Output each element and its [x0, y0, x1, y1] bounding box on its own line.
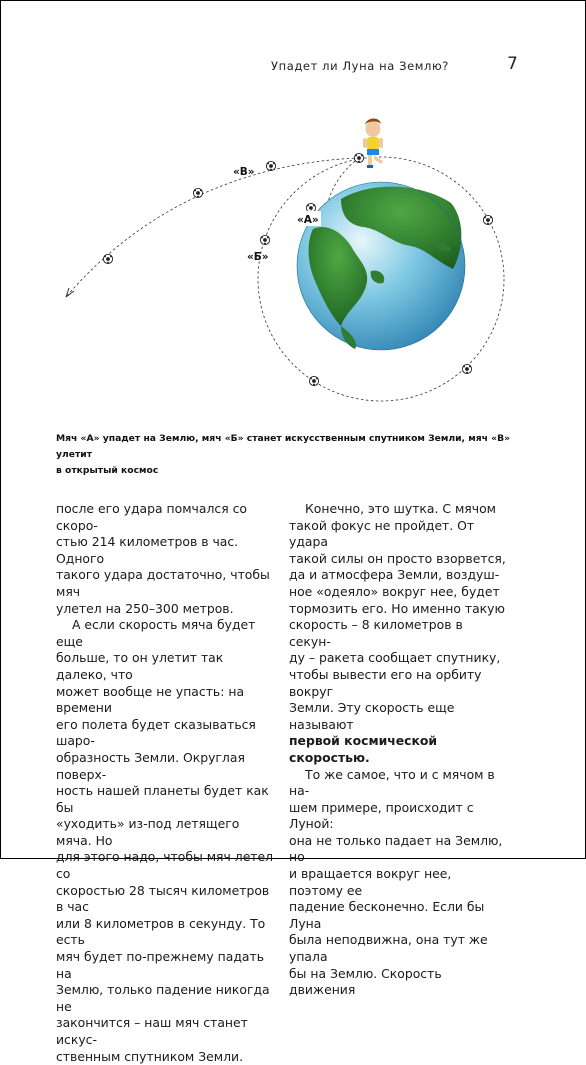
text-line: такого удара достаточно, чтобы мяч	[56, 567, 270, 599]
figure-caption	[56, 431, 536, 479]
text-line: закончится – наш мяч станет искус-	[56, 1015, 248, 1047]
text-line: скоростью 28 тысяч километров в час	[56, 882, 270, 915]
earth-globe-icon	[297, 182, 465, 350]
text-line: улетел на 250–300 метров.	[56, 600, 234, 616]
text-line: после его удара помчался со скоро-	[56, 501, 247, 533]
text-line: Землю, только падение никогда не	[56, 982, 270, 1014]
text-line: Конечно, это шутка. С мячом	[305, 501, 497, 516]
text-line: и вращается вокруг нее, поэтому ее	[289, 866, 452, 898]
text-line: чтобы вывести его на орбиту вокруг	[289, 666, 482, 699]
arrow-head-v	[66, 288, 74, 297]
label-a: «А»	[297, 214, 319, 226]
text-line: мяч будет по-прежнему падать на	[56, 949, 265, 981]
text-line: она не только падает на Землю, но	[289, 832, 503, 865]
text-line: такой фокус не пройдет. От удара	[289, 517, 475, 550]
text-line: скорость – 8 километров в секун-	[289, 617, 463, 649]
text-line: падение бесконечно. Если бы Луна	[289, 899, 485, 931]
page-number: 7	[507, 54, 518, 74]
text-column-left	[56, 501, 274, 1065]
caption-line: в открытый космос	[56, 465, 159, 476]
text-line: А если скорость мяча будет еще	[56, 617, 256, 649]
text-column-right	[289, 501, 507, 999]
paragraph	[289, 767, 507, 999]
text-line: для этого надо, чтобы мяч летел со	[56, 849, 274, 882]
label-b: «Б»	[247, 251, 269, 263]
text-line: стью 214 километров в час. Одного	[56, 534, 239, 566]
text-line: «уходить» из-под летящего мяча. Но	[56, 816, 240, 848]
text-line: может вообще не упасть: на времени	[56, 683, 245, 716]
text-line: шем примере, происходит с Луной:	[289, 799, 474, 832]
text-line: ственным спутником Земли.	[56, 1048, 244, 1064]
text-line: Земли. Эту скорость еще называют	[289, 700, 455, 732]
paragraph	[289, 501, 507, 767]
paragraph	[56, 501, 274, 617]
text-line: или 8 километров в секунду. То есть	[56, 915, 266, 948]
text-line: была неподвижна, она тут же упала	[289, 932, 488, 965]
text-line: больше, то он улетит так далеко, что	[56, 650, 224, 682]
caption-line: Мяч «А» упадет на Землю, мяч «Б» станет искусственным спутником Земли, мяч «В» улетит	[56, 433, 511, 460]
text-line: да и атмосфера Земли, воздуш-	[289, 567, 500, 583]
text-line: образность Земли. Округлая поверх-	[56, 749, 245, 782]
text-line: бы на Землю. Скорость движения	[289, 965, 442, 998]
text-line: То же самое, что и с мячом в на-	[289, 766, 495, 799]
text-line: ду – ракета сообщает спутнику,	[289, 650, 501, 666]
orbit-illustration	[41, 111, 541, 411]
text-line: его полета будет сказываться шаро-	[56, 716, 256, 749]
running-title: Упадет ли Луна на Землю?	[271, 59, 449, 73]
paragraph	[56, 617, 274, 1065]
label-v: «В»	[233, 166, 255, 178]
text-line: тормозить его. Но именно такую	[289, 600, 505, 616]
text-line: такой силы он просто взорвется,	[289, 550, 506, 566]
bold-term: первой космической скоростью.	[289, 733, 438, 765]
text-line: ность нашей планеты будет как бы	[56, 783, 269, 815]
text-line: ное «одеяло» вокруг нее, будет	[289, 583, 500, 599]
boy-figure-icon	[363, 118, 383, 168]
